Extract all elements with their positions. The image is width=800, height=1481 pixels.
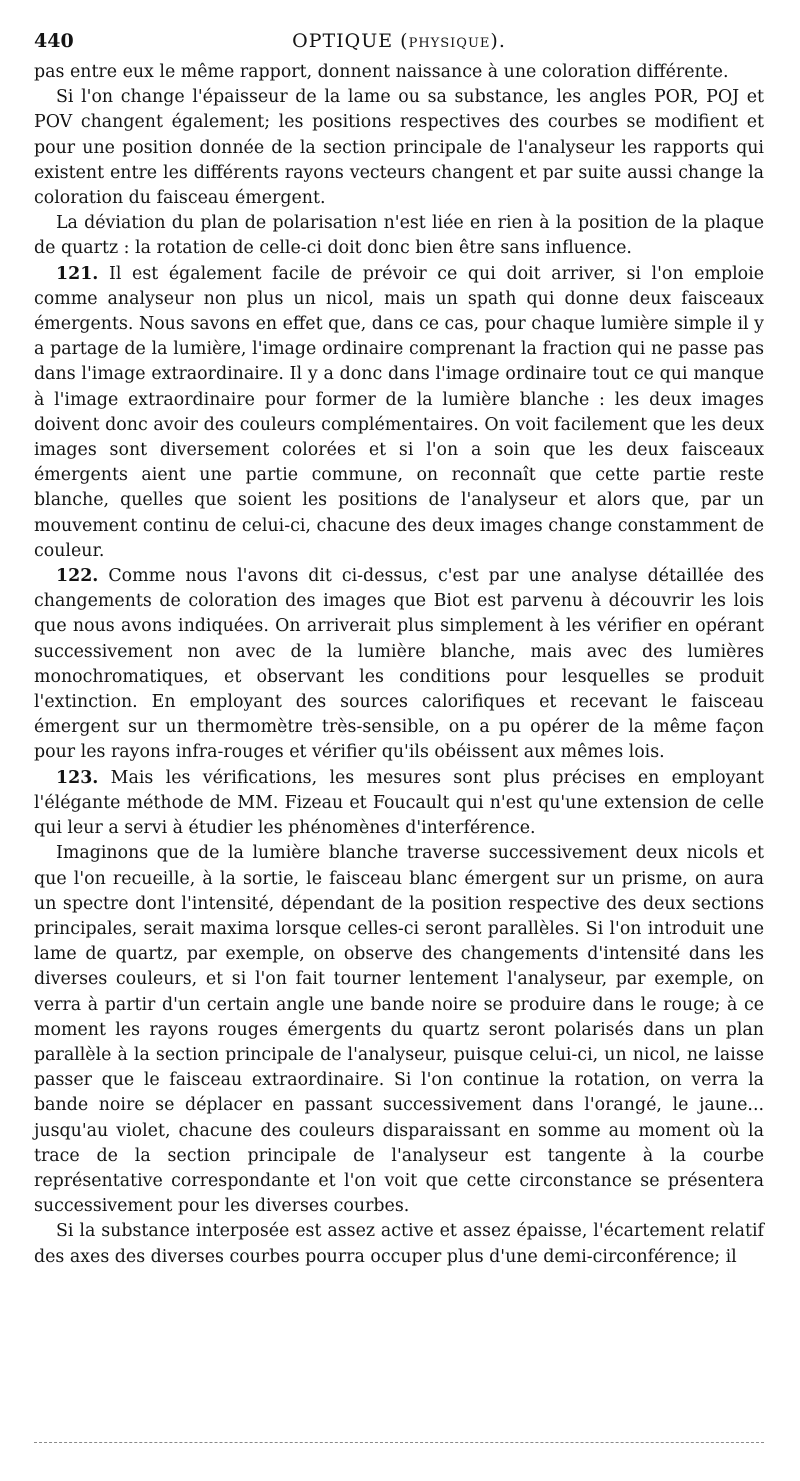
- running-title-subtitle: PHYSIQUE: [408, 36, 491, 51]
- section-122: [34, 564, 764, 766]
- paragraph-text: Il est également facile de prévoir ce qui doit arriver, si l'on emploie comme analyseur non plus un nicol, mais un spath qui donne deux faisceaux émergents. Nous savons en effet que, dans ce cas, pour chaque lumière simple il y a partage de la lumière, l'image ordinaire comprenant la fraction qui ne passe pas dans l'image extraordinaire. Il y a donc dans l'image ordinaire tout ce qui manque à l'image extraordinaire pour former de la lumière blanche : les deux images doivent donc avoir des couleurs complémentaires. On voit facilement que les deux images sont diversement colorées et si l'on a soin que les deux faisceaux émergents aient une partie commune, on reconnaît que cette partie reste blanche, quelles que soient les positions de l'analyseur et alors que, par un mouvement continu de celui-ci, chacune des deux images change constamment de couleur.: [34, 263, 764, 561]
- paragraph: [34, 85, 764, 211]
- running-title-end: ).: [490, 30, 506, 52]
- section-121: [34, 262, 764, 564]
- running-header: [34, 24, 764, 58]
- paragraph-text: La déviation du plan de polarisation n'est liée en rien à la position de la plaque de quartz : la rotation de celle-ci doit donc bien être sans influence.: [34, 213, 764, 259]
- paragraph: [34, 60, 764, 85]
- paragraph: [34, 1219, 764, 1269]
- paragraph: [34, 211, 764, 261]
- page-number: 440: [34, 30, 74, 52]
- footer-rule: [34, 1442, 764, 1443]
- section-number: 123.: [56, 767, 99, 788]
- paragraph-text: Comme nous l'avons dit ci-dessus, c'est par une analyse détaillée des changements de coloration des images que Biot est parvenu à découvrir les lois que nous avons indiquées. On arriverait plus simplement à les vérifier en opérant successivement non avec de la lumière blanche, mais avec des lumières monochromatiques, et observant les conditions pour lesquelles se produit l'extinction. En employant des sources calorifiques et recevant le faisceau émergent sur un thermomètre très-sensible, on a pu opérer de la même façon pour les rayons infra-rouges et vérifier qu'ils obéissent aux mêmes lois.: [34, 566, 764, 763]
- section-number: 121.: [56, 263, 99, 284]
- book-page: [34, 24, 764, 1270]
- paragraph: [34, 841, 764, 1219]
- body-text: [34, 60, 764, 1270]
- paragraph-text: Si la substance interposée est assez active et assez épaisse, l'écartement relatif des axes des diverses courbes pourra occuper plus d'une demi-circonférence; il: [34, 1221, 764, 1267]
- paragraph-text: Mais les vérifications, les mesures sont plus précises en employant l'élégante méthode de MM. Fizeau et Foucault qui n'est qu'une extension de celle qui leur a servi à étudier les phénomènes d'interférence.: [34, 767, 764, 839]
- paragraph-text: Si l'on change l'épaisseur de la lame ou sa substance, les angles POR, POJ et POV changent également; les positions respectives des courbes se modifient et pour une position donnée de la section principale de l'analyseur les rapports qui existent entre les différents rayons vecteurs changent et par suite aussi change la coloration du faisceau émergent.: [34, 87, 764, 209]
- paragraph-text: pas entre eux le même rapport, donnent naissance à une coloration différente.: [34, 62, 729, 82]
- running-title-main: OPTIQUE (: [292, 30, 409, 52]
- paragraph-text: Imaginons que de la lumière blanche traverse successivement deux nicols et que l'on recueille, à la sortie, le faisceau blanc émergent sur un prisme, on aura un spectre dont l'intensité, dépendant de la position respective des deux sections principales, serait maxima lorsque celles-ci seront parallèles. Si l'on introduit une lame de quartz, par exemple, on observe des changements d'intensité dans les diverses couleurs, et si l'on fait tourner lentement l'analyseur, par exemple, on verra à partir d'un certain angle une bande noire se produire dans le rouge; à ce moment les rayons rouges émergents du quartz seront polarisés dans un plan parallèle à la section principale de l'analyseur, puisque celui-ci, un nicol, ne laisse passer que le faisceau extraordinaire. Si l'on continue la rotation, on verra la bande noire se déplacer en passant successivement dans l'orangé, le jaune... jusqu'au violet, chacune des couleurs disparaissant en somme au moment où la trace de la section principale de l'analyseur est tangente à la courbe représentative correspondante et l'on voit que cette circonstance se présentera successivement pour les diverses courbes.: [34, 843, 764, 1217]
- section-number: 122.: [56, 566, 99, 587]
- running-title: [34, 24, 764, 61]
- section-123: [34, 766, 764, 842]
